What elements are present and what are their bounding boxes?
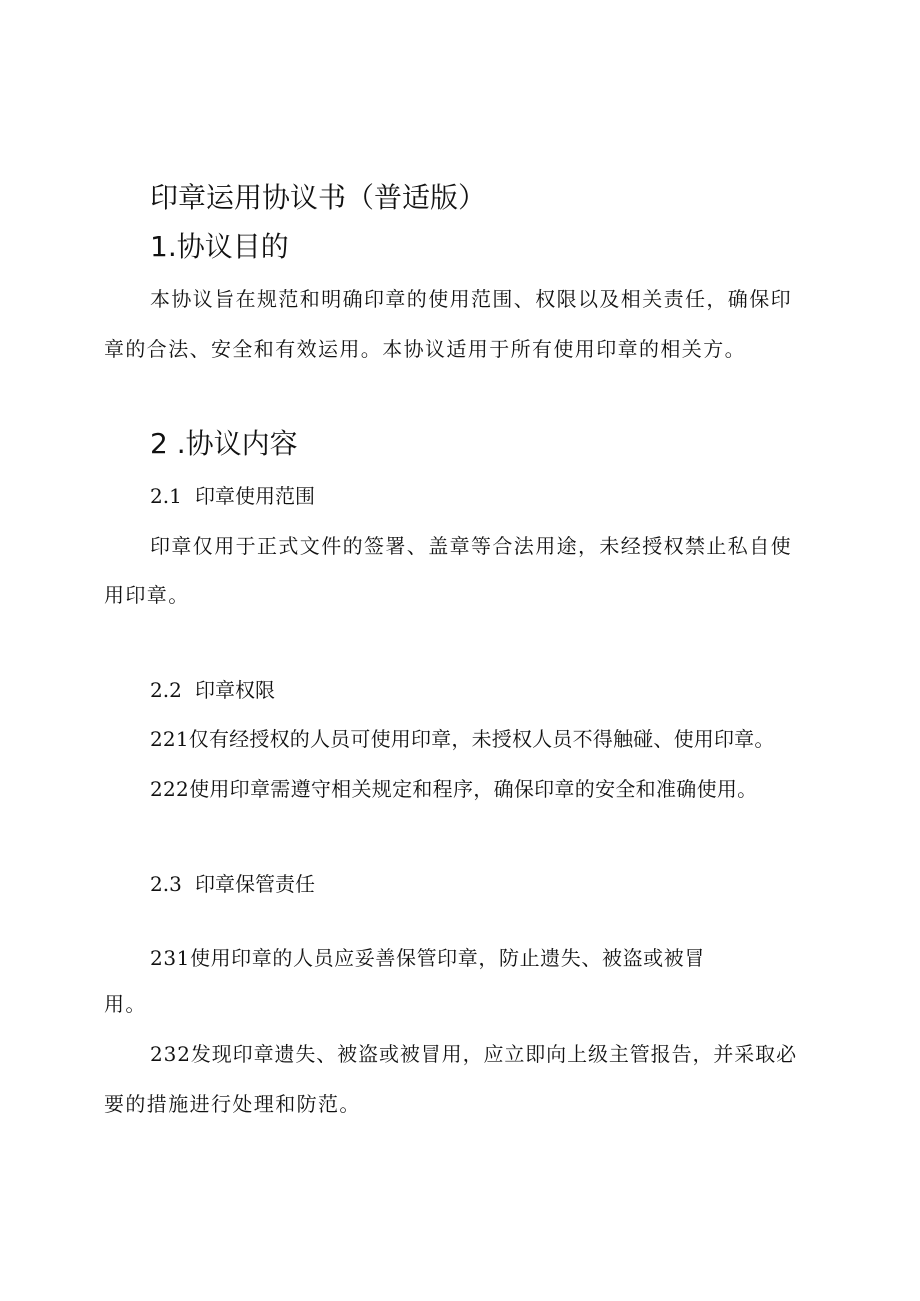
- list-item-continuation: 要的措施进行处理和防范。: [104, 1092, 361, 1116]
- subsection-heading-scope: [150, 486, 315, 506]
- list-item: 232发现印章遗失、被盗或被冒用，应立即向上级主管报告，并采取必: [150, 1042, 797, 1066]
- subsection-number: 2.2: [150, 678, 182, 702]
- paragraph-line: 本协议旨在规范和明确印章的使用范围、权限以及相关责任，确保印: [150, 287, 792, 311]
- subsection-title: 印章保管责任: [195, 872, 315, 896]
- document-title: 印章运用协议书（普适版）: [150, 181, 487, 214]
- paragraph-line: 印章仅用于正式文件的签署、盖章等合法用途，未经授权禁止私自使: [150, 534, 792, 558]
- paragraph-line: 章的合法、安全和有效运用。本协议适用于所有使用印章的相关方。: [104, 337, 746, 361]
- subsection-title: 印章使用范围: [195, 484, 315, 508]
- paragraph-line: 用印章。: [104, 583, 190, 607]
- subsection-heading-authority: [150, 680, 275, 700]
- list-item: 221仅有经授权的人员可使用印章，未授权人员不得触碰、使用印章。: [150, 727, 775, 751]
- section-heading-content: 2 .协议内容: [150, 427, 298, 460]
- subsection-number: 2.1: [150, 484, 182, 508]
- subsection-title: 印章权限: [195, 678, 275, 702]
- subsection-number: 2.3: [150, 872, 182, 896]
- list-item: 231使用印章的人员应妥善保管印章，防止遗失、被盗或被冒: [150, 946, 705, 970]
- subsection-heading-custody: [150, 874, 315, 894]
- section-heading-purpose: 1.协议目的: [150, 230, 289, 263]
- list-item: 222使用印章需遵守相关规定和程序，确保印章的安全和准确使用。: [150, 777, 758, 801]
- list-item-continuation: 用。: [104, 992, 147, 1016]
